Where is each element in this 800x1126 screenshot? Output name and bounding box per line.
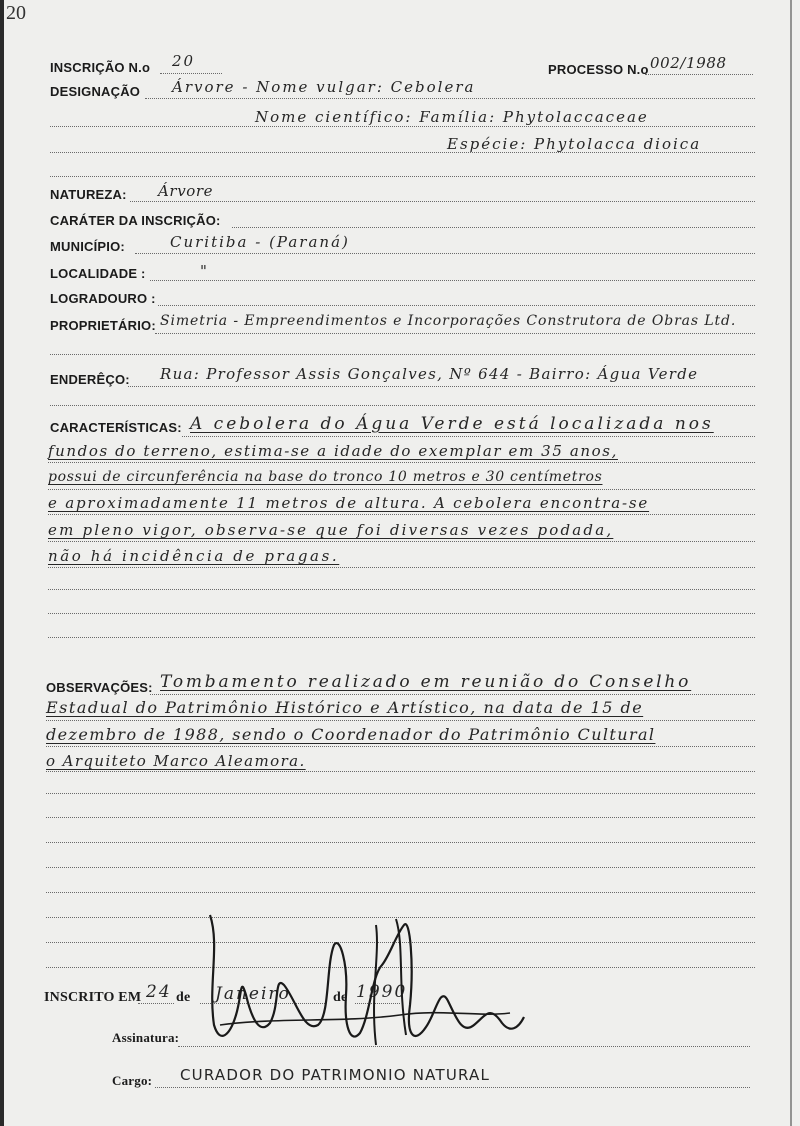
inscrito-de-2: de	[333, 990, 348, 1005]
caracteristicas-line-5: em pleno vigor, observa-se que foi diversas vezes podada,	[48, 521, 614, 539]
caracteristicas-line-6: não há incidência de pragas.	[48, 547, 340, 565]
endereco-label: ENDERÊÇO:	[50, 372, 130, 387]
caracteristicas-line-3: possui de circunferência na base do tronco 10 metros e 30 centímetros	[48, 469, 603, 485]
designacao-line2: Nome científico: Família: Phytolaccaceae	[255, 108, 649, 126]
inscrito-label: INSCRITO EM	[44, 990, 142, 1005]
observacoes-line-3: dezembro de 1988, sendo o Coordenador do Patrimônio Cultural	[46, 725, 656, 744]
inscrito-day: 24	[146, 982, 172, 1002]
assinatura-label: Assinatura:	[112, 1030, 180, 1045]
proprietario-value: Simetria - Empreendimentos e Incorporações Construtora de Obras Ltd.	[160, 313, 737, 329]
natureza-value: Árvore	[158, 182, 214, 200]
inscrito-de-1: de	[176, 990, 191, 1005]
inscrito-month: Janeiro	[215, 984, 291, 1004]
designacao-label: DESIGNAÇÃO	[50, 84, 141, 99]
cargo-label: Cargo:	[112, 1073, 153, 1088]
localidade-label: LOCALIDADE :	[50, 266, 146, 281]
caracteristicas-line-1: A cebolera do Água Verde está localizada nos	[190, 414, 714, 434]
inscricao-value: 20	[172, 52, 196, 70]
localidade-value: "	[200, 262, 208, 280]
observacoes-line-2: Estadual do Patrimônio Histórico e Artístico, na data de 15 de	[46, 698, 644, 717]
processo-value: 002/1988	[650, 54, 727, 72]
designacao-line1: Árvore - Nome vulgar: Cebolera	[172, 78, 476, 96]
observacoes-line-4: o Arquiteto Marco Aleamora.	[46, 752, 306, 770]
caracteristicas-line-4: e aproximadamente 11 metros de altura. A cebolera encontra-se	[48, 494, 650, 512]
municipio-value: Curitiba - (Paraná)	[170, 233, 350, 251]
cargo-value: CURADOR DO PATRIMONIO NATURAL	[180, 1066, 491, 1084]
caracteristicas-label: CARACTERÍSTICAS:	[50, 420, 182, 435]
caracteristicas-line-2: fundos do terreno, estima-se a idade do exemplar em 35 anos,	[48, 442, 618, 460]
inscricao-label: INSCRIÇÃO N.o	[50, 60, 151, 75]
logradouro-label: LOGRADOURO :	[50, 291, 156, 306]
observacoes-label: OBSERVAÇÕES:	[46, 680, 153, 695]
natureza-label: NATUREZA:	[50, 187, 127, 202]
page-binding-edge	[0, 0, 4, 1126]
inscrito-year: 1990	[356, 982, 408, 1002]
page-right-edge	[790, 0, 792, 1126]
handwritten-signature	[200, 905, 530, 1055]
municipio-label: MUNICÍPIO:	[50, 239, 125, 254]
observacoes-line-1: Tombamento realizado em reunião do Conselho	[160, 672, 692, 692]
processo-label: PROCESSO N.o	[548, 62, 649, 77]
proprietario-label: PROPRIETÁRIO:	[50, 318, 156, 333]
designacao-line3: Espécie: Phytolacca dioica	[447, 135, 702, 153]
carater-label: CARÁTER DA INSCRIÇÃO:	[50, 213, 221, 228]
page-number: 20	[6, 2, 26, 24]
endereco-value: Rua: Professor Assis Gonçalves, Nº 644 - Bairro: Água Verde	[160, 365, 699, 383]
